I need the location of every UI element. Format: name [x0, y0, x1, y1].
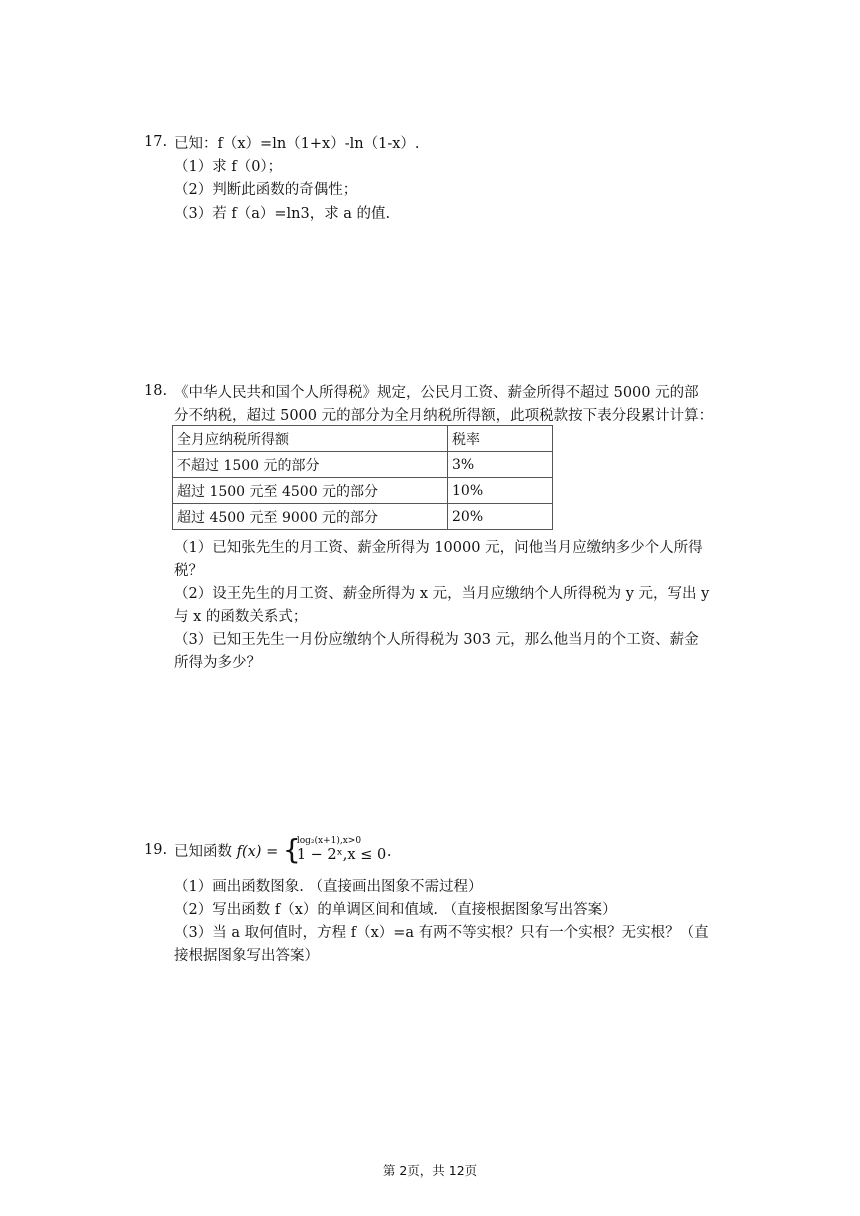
problem-part-2-line-1: （2）设王先生的月工资、薪金所得为 x 元，当月应缴纳个人所得税为 y 元，写出 y: [174, 586, 710, 602]
table-header-cell: 全月应纳税所得额: [173, 426, 448, 452]
table-row: [173, 478, 553, 504]
piece-2: 1 − 2ˣ,x ≤ 0: [296, 847, 387, 863]
stem-prefix: 已知函数: [174, 844, 232, 860]
piece-1: log₂(x+1),x>0: [296, 836, 362, 846]
problem-part-3-line-1: （3）当 a 取何值时，方程 f（x）=a 有两不等实根？只有一个实根？无实根？（直: [174, 925, 709, 941]
tax-rate-table: [172, 425, 553, 530]
problem-part-1: （1）画出函数图象. （直接画出图象不需过程）: [174, 879, 483, 895]
table-cell: 10%: [448, 478, 553, 504]
left-brace-icon: {: [282, 833, 301, 866]
problem-stem-line-1: 《中华人民共和国个人所得税》规定，公民月工资、薪金所得不超过 5000 元的部: [174, 385, 699, 401]
stem-suffix: .: [386, 844, 392, 860]
problem-number: 18.: [144, 383, 168, 399]
problem-stem: [174, 833, 392, 866]
problem-part-1-line-2: 税？: [174, 563, 203, 579]
problem-number: 19.: [144, 842, 168, 858]
problem-part-1-line-1: （1）已知张先生的月工资、薪金所得为 10000 元，问他当月应缴纳多少个人所得: [174, 540, 703, 556]
table-header-cell: 税率: [448, 426, 553, 452]
table-cell: 超过 4500 元至 9000 元的部分: [173, 504, 448, 530]
function-lhs: f(x) =: [236, 844, 283, 860]
problem-part-3: （3）若 f（a）=ln3，求 a 的值.: [174, 206, 391, 222]
problem-stem: 已知：f（x）=ln（1+x）-ln（1-x）.: [174, 136, 420, 152]
table-row: [173, 504, 553, 530]
page-footer: 第 2页，共 12页: [382, 1163, 478, 1178]
problem-part-1: （1）求 f（0）；: [174, 159, 283, 175]
table-cell: 不超过 1500 元的部分: [173, 452, 448, 478]
table-row: [173, 452, 553, 478]
problem-part-2-line-2: 与 x 的函数关系式；: [174, 609, 308, 625]
piecewise-function: [282, 833, 387, 866]
problem-part-3-line-2: 接根据图象写出答案）: [174, 948, 319, 964]
problem-part-3-line-2: 所得为多少？: [174, 655, 261, 671]
table-cell: 超过 1500 元至 4500 元的部分: [173, 478, 448, 504]
problem-stem-line-2: 分不纳税，超过 5000 元的部分为全月纳税所得额，此项税款按下表分段累计计算：: [174, 408, 714, 424]
problem-number: 17.: [144, 134, 168, 150]
problem-part-3-line-1: （3）已知王先生一月份应缴纳个人所得税为 303 元，那么他当月的个工资、薪金: [174, 632, 699, 648]
table-header-row: [173, 426, 553, 452]
table-cell: 20%: [448, 504, 553, 530]
problem-part-2: （2）写出函数 f（x）的单调区间和值域. （直接根据图象写出答案）: [174, 902, 617, 918]
problem-part-2: （2）判断此函数的奇偶性；: [174, 182, 358, 198]
table-cell: 3%: [448, 452, 553, 478]
